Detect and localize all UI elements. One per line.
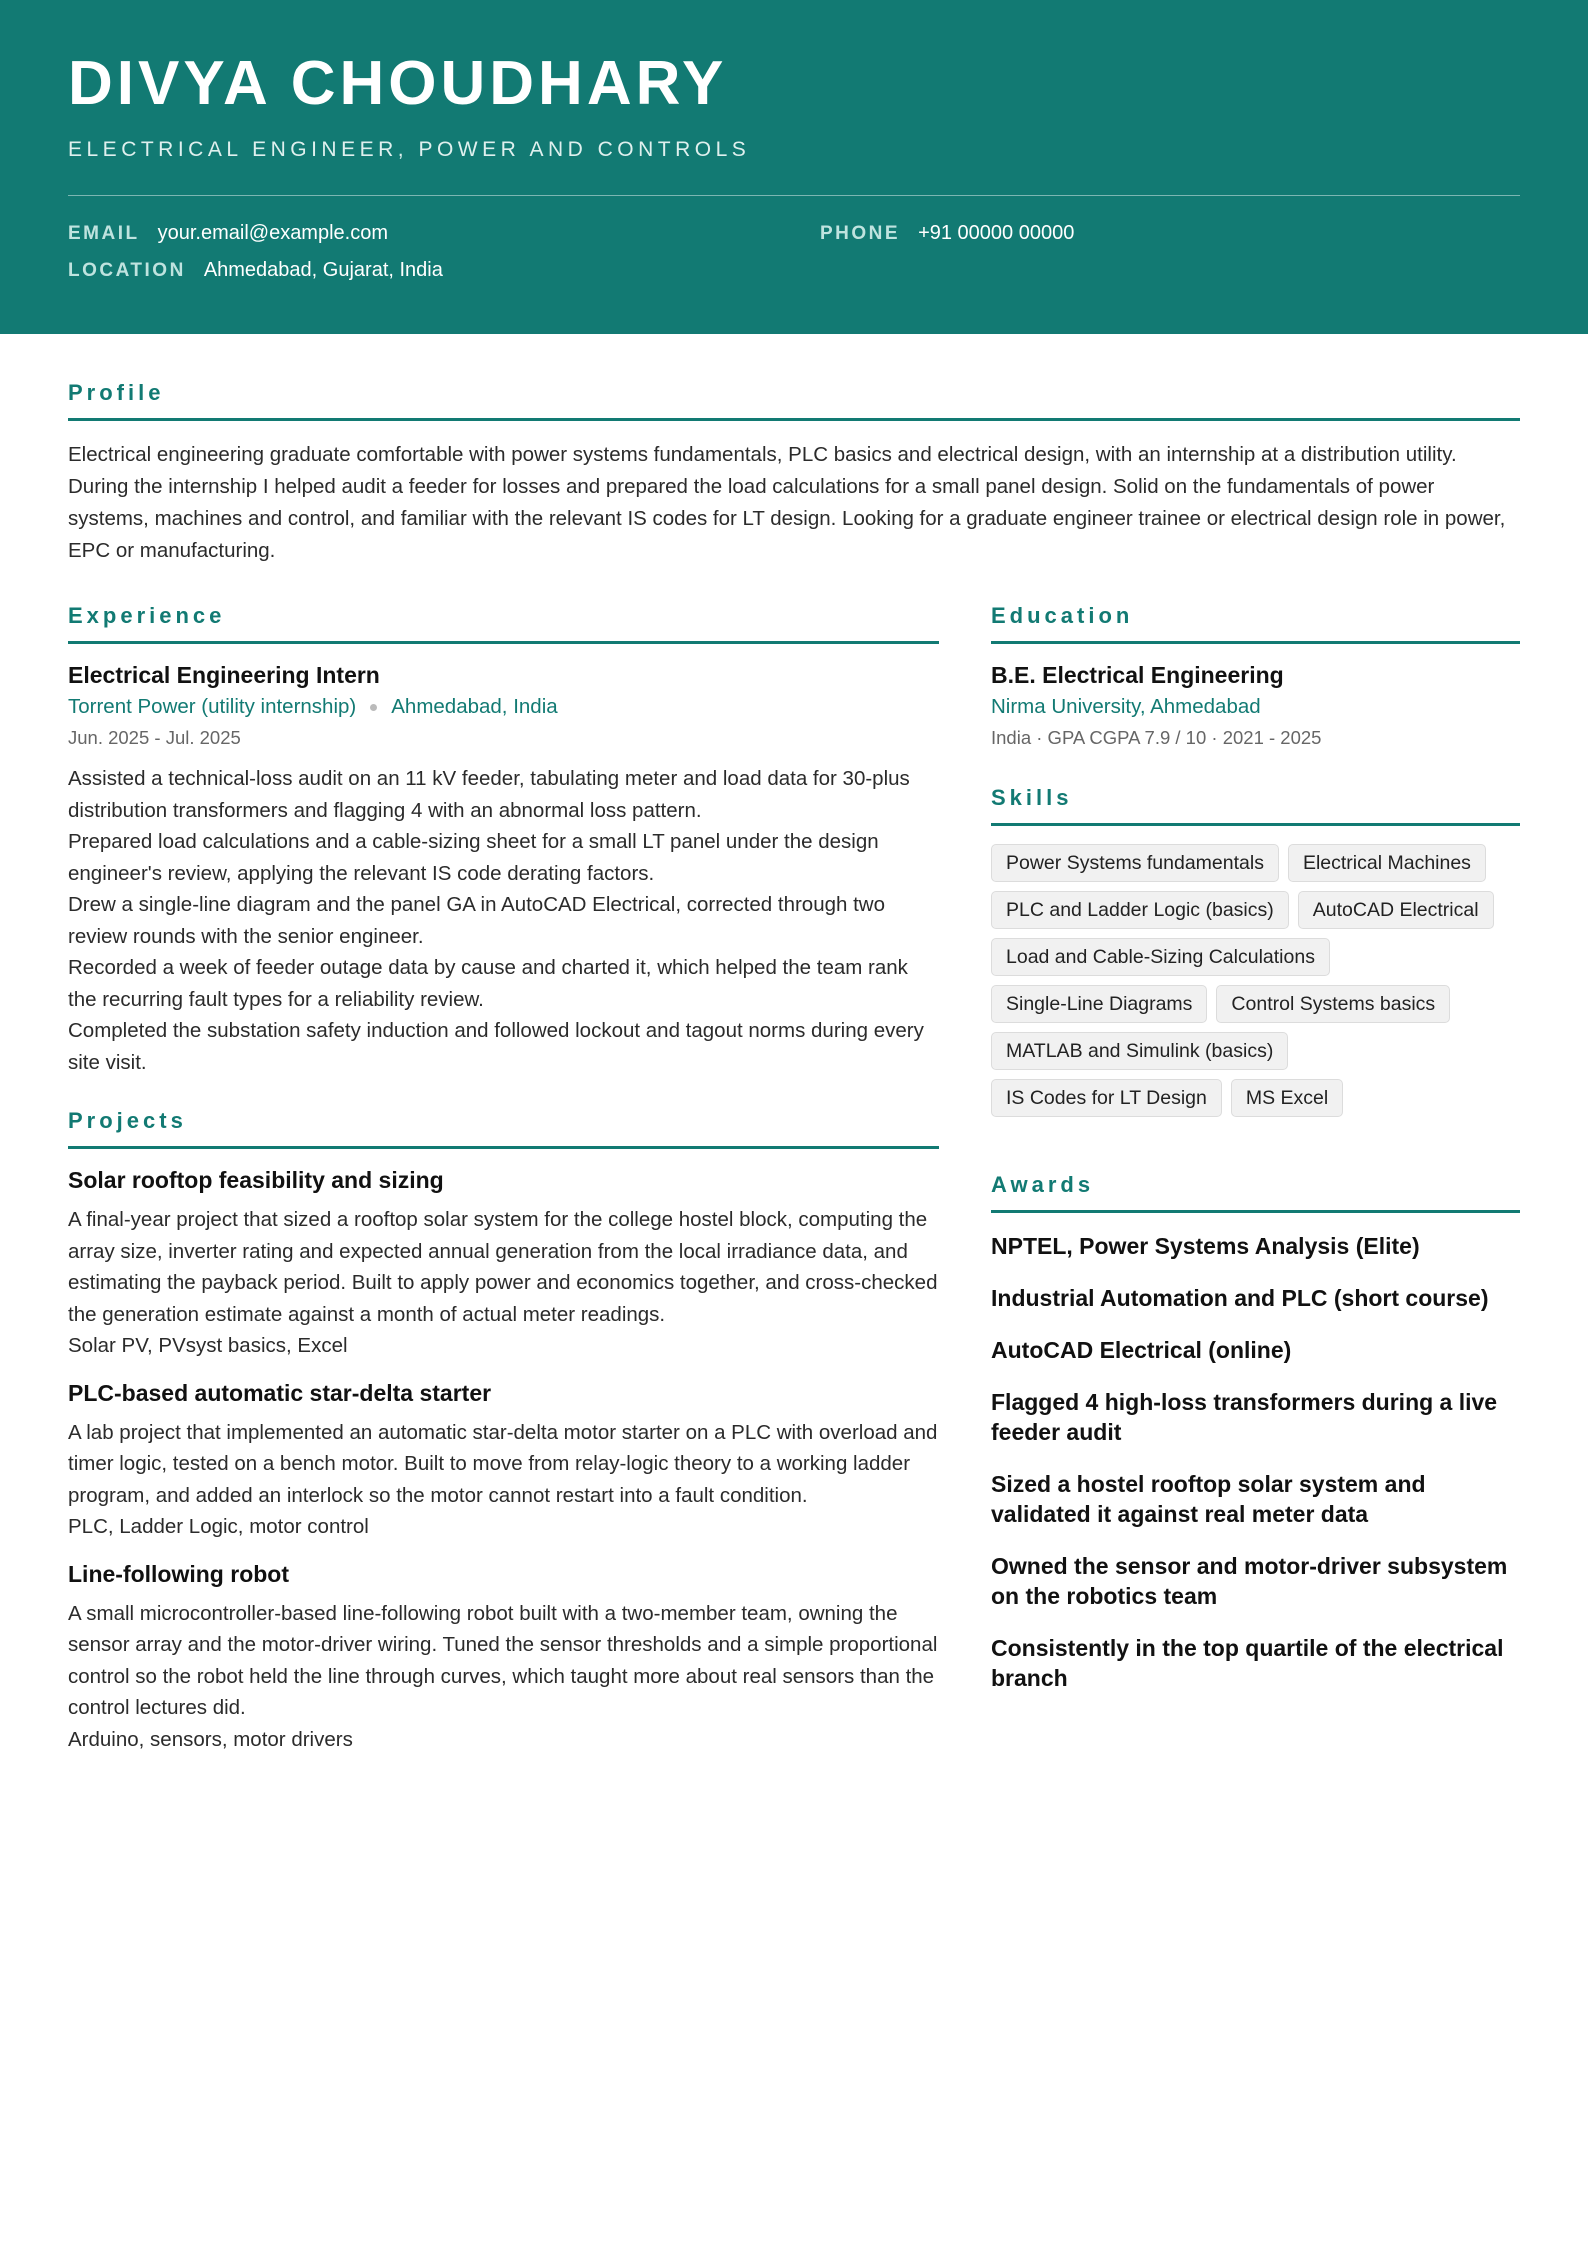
separator-dot-icon <box>370 704 377 711</box>
contact-info <box>68 222 1520 282</box>
education-section <box>991 603 1520 749</box>
resume-header <box>0 0 1588 334</box>
project-title: Solar rooftop feasibility and sizing <box>68 1167 444 1193</box>
skill-tag: Single-Line Diagrams <box>991 985 1207 1023</box>
projects-heading: Projects <box>68 1108 939 1149</box>
experience-role: Electrical Engineering Intern <box>68 662 380 688</box>
candidate-title: ELECTRICAL ENGINEER, POWER AND CONTROLS <box>68 138 751 161</box>
project-tools: Solar PV, PVsyst basics, Excel <box>68 1334 348 1357</box>
project-description: A lab project that implemented an automatic star-delta motor starter on a PLC with overload and timer logic, tested on a bench motor. Built to move from relay-logic theory to a working ladder program, and added an interlock so the motor cannot restart into a fault condition. <box>68 1420 938 1507</box>
project-item <box>68 1561 939 1756</box>
award-item: Industrial Automation and PLC (short course) <box>991 1285 1489 1311</box>
education-school: Nirma University, Ahmedabad <box>991 695 1261 718</box>
experience-bullet: Recorded a week of feeder outage data by cause and charted it, which helped the team rank the recurring fault types for a reliability review. <box>68 956 908 1011</box>
location-value: Ahmedabad, Gujarat, India <box>203 259 443 281</box>
experience-company-line <box>68 695 939 719</box>
experience-bullet: Assisted a technical-loss audit on an 11 kV feeder, tabulating meter and load data for 30-plus distribution transformers and flagging 4 with an abnormal loss pattern. <box>68 767 910 822</box>
project-tools: PLC, Ladder Logic, motor control <box>68 1515 369 1538</box>
profile-section <box>68 380 1520 567</box>
candidate-name: DIVYA CHOUDHARY <box>68 49 728 118</box>
resume-body <box>0 380 1588 1773</box>
profile-text: Electrical engineering graduate comfortable with power systems fundamentals, PLC basics and electrical design, with an internship at a distribution utility. During the internship I helped audit a feeder for losses and prepared the load calculations for a small panel design. Solid on the fundamentals of power systems, machines and control, and familiar with the relevant IS codes for LT design. Looking for a graduate engineer trainee or electrical design role in power, EPC or manufacturing. <box>68 443 1506 562</box>
experience-company: Torrent Power (utility internship) <box>68 695 357 718</box>
phone-value: +91 00000 00000 <box>918 222 1075 244</box>
project-description: A final-year project that sized a rooftop solar system for the college hostel block, computing the array size, inverter rating and expected annual generation from the local irradiance data, and estimating the payback period. Built to apply power and economics together, and cross-checked the generation estimate against a month of actual meter readings. <box>68 1208 938 1326</box>
project-title: Line-following robot <box>68 1560 290 1587</box>
project-description: A small microcontroller-based line-following robot built with a two-member team, owning the sensor array and the motor-driver wiring. Tuned the sensor thresholds and a simple proportional control so the robot held the line through curves, which taught more about real sensors than the control lectures did. <box>68 1601 938 1719</box>
skills-heading: Skills <box>991 785 1520 826</box>
skill-tag: Load and Cable-Sizing Calculations <box>991 938 1330 976</box>
header-divider <box>68 195 1520 196</box>
project-item <box>68 1167 939 1362</box>
award-item: AutoCAD Electrical (online) <box>991 1337 1292 1363</box>
experience-section <box>68 603 939 1078</box>
project-tools: Arduino, sensors, motor drivers <box>68 1727 353 1751</box>
skill-tag: Power Systems fundamentals <box>991 844 1279 882</box>
skill-tag: MS Excel <box>1231 1079 1343 1117</box>
education-meta: India · GPA CGPA 7.9 / 10 · 2021 - 2025 <box>991 727 1322 748</box>
award-item: Sized a hostel rooftop solar system and validated it against real meter data <box>991 1471 1426 1527</box>
project-item <box>68 1380 939 1543</box>
award-item: NPTEL, Power Systems Analysis (Elite) <box>991 1233 1420 1259</box>
location-label: LOCATION <box>68 260 186 281</box>
skill-tag: PLC and Ladder Logic (basics) <box>991 891 1289 929</box>
skill-tag: MATLAB and Simulink (basics) <box>991 1032 1288 1070</box>
experience-bullet: Completed the substation safety induction and followed lockout and tagout norms during every site visit. <box>68 1019 924 1074</box>
right-column <box>991 603 1520 1773</box>
awards-heading: Awards <box>991 1172 1520 1213</box>
contact-email <box>68 222 820 245</box>
profile-heading: Profile <box>68 380 1520 421</box>
awards-section <box>991 1172 1520 1693</box>
award-item: Flagged 4 high-loss transformers during a live feeder audit <box>991 1389 1498 1445</box>
skills-section <box>991 785 1520 1126</box>
education-degree: B.E. Electrical Engineering <box>991 662 1284 688</box>
skill-tag: Control Systems basics <box>1216 985 1450 1023</box>
email-label: EMAIL <box>68 223 140 244</box>
education-heading: Education <box>991 603 1520 644</box>
skill-tag: AutoCAD Electrical <box>1298 891 1494 929</box>
email-value: your.email@example.com <box>157 222 388 244</box>
experience-heading: Experience <box>68 603 939 644</box>
award-item: Consistently in the top quartile of the electrical branch <box>991 1635 1504 1691</box>
project-title: PLC-based automatic star-delta starter <box>68 1379 492 1406</box>
phone-label: PHONE <box>820 223 901 244</box>
skill-tag: IS Codes for LT Design <box>991 1079 1222 1117</box>
contact-phone <box>820 222 1520 245</box>
two-column-layout <box>68 603 1520 1773</box>
projects-section <box>68 1108 939 1755</box>
contact-location <box>68 259 820 282</box>
experience-bullet: Prepared load calculations and a cable-sizing sheet for a small LT panel under the design engineer's review, applying the relevant IS code derating factors. <box>68 830 879 885</box>
left-column <box>68 603 939 1773</box>
skills-tags <box>991 844 1520 1126</box>
experience-bullets <box>68 763 939 1078</box>
award-item: Owned the sensor and motor-driver subsystem on the robotics team <box>991 1553 1508 1609</box>
experience-location: Ahmedabad, India <box>391 695 558 718</box>
skill-tag: Electrical Machines <box>1288 844 1486 882</box>
experience-bullet: Drew a single-line diagram and the panel GA in AutoCAD Electrical, corrected through two review rounds with the senior engineer. <box>68 893 886 948</box>
experience-dates: Jun. 2025 - Jul. 2025 <box>68 727 241 748</box>
